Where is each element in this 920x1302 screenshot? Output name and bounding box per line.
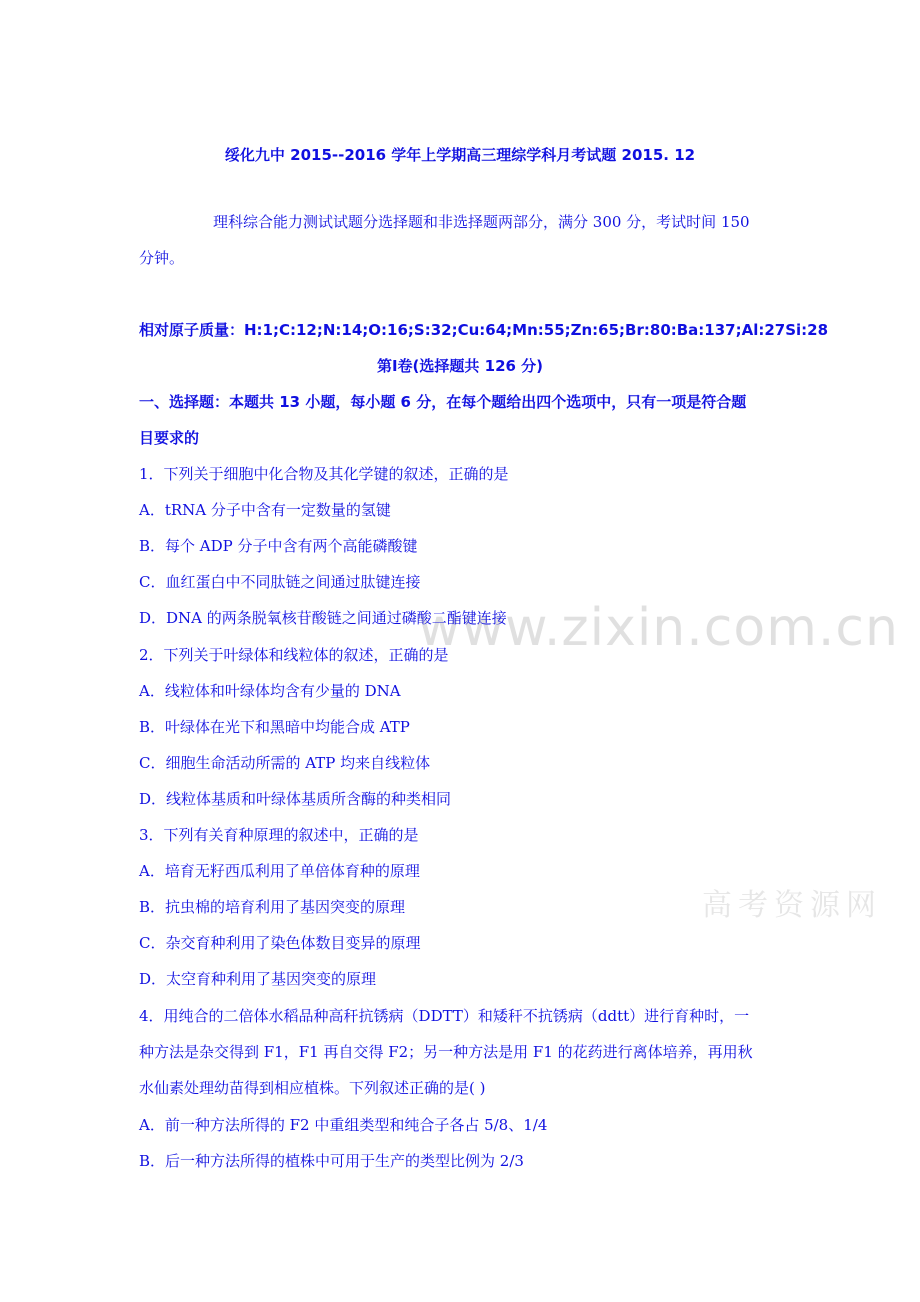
- intro-line-2: 分钟。: [139, 249, 185, 267]
- question-4-option-b: B．后一种方法所得的植株中可用于生产的类型比例为 2/3: [139, 1152, 524, 1170]
- intro-line-1: 理科综合能力测试试题分选择题和非选择题两部分，满分 300 分，考试时间 150: [213, 213, 750, 231]
- question-3-option-c: C．杂交育种利用了染色体数目变异的原理: [139, 934, 421, 952]
- exam-title: 绥化九中 2015--2016 学年上学期高三理综学科月考试题 2015. 12: [224, 146, 696, 164]
- question-3-option-d: D．太空育种利用了基因突变的原理: [139, 970, 377, 988]
- question-4-stem-line-2: 种方法是杂交得到 F1，F1 再自交得 F2；另一种方法是用 F1 的花药进行离体培养，再用秋: [139, 1043, 753, 1061]
- section-heading-line-2: 目要求的: [139, 429, 200, 447]
- question-3-option-b: B．抗虫棉的培育利用了基因突变的原理: [139, 898, 406, 916]
- atomic-mass-line: 相对原子质量：H:1;C:12;N:14;O:16;S:32;Cu:64;Mn:55;Zn:65;Br:80:Ba:137;Al:27Si:28: [139, 321, 829, 339]
- question-1-option-b: B．每个 ADP 分子中含有两个高能磷酸键: [139, 537, 418, 555]
- question-3-option-a: A．培育无籽西瓜利用了单倍体育种的原理: [139, 862, 420, 880]
- question-1-option-a: A．tRNA 分子中含有一定数量的氢键: [139, 501, 391, 519]
- question-1-option-d: D．DNA 的两条脱氧核苷酸链之间通过磷酸二酯键连接: [139, 609, 507, 627]
- question-2-option-b: B．叶绿体在光下和黑暗中均能合成 ATP: [139, 718, 410, 736]
- question-1-stem: 1．下列关于细胞中化合物及其化学键的叙述，正确的是: [139, 465, 509, 483]
- question-1-option-c: C．血红蛋白中不同肽链之间通过肽键连接: [139, 573, 421, 591]
- question-4-option-a: A．前一种方法所得的 F2 中重组类型和纯合子各占 5/8、1/4: [139, 1116, 548, 1134]
- volume-title: 第Ⅰ卷(选择题共 126 分): [376, 357, 544, 375]
- question-2-option-a: A．线粒体和叶绿体均含有少量的 DNA: [139, 682, 401, 700]
- question-4-stem-line-3: 水仙素处理幼苗得到相应植株。下列叙述正确的是( ): [139, 1079, 486, 1097]
- question-2-stem: 2．下列关于叶绿体和线粒体的叙述，正确的是: [139, 646, 449, 664]
- question-4-stem-line-1: 4．用纯合的二倍体水稻品种高秆抗锈病（DDTT）和矮秆不抗锈病（ddtt）进行育种时，一: [139, 1007, 750, 1025]
- question-3-stem: 3．下列有关育种原理的叙述中，正确的是: [139, 826, 419, 844]
- watermark: www.zixin.com.cn: [418, 598, 899, 658]
- question-2-option-d: D．线粒体基质和叶绿体基质所含酶的种类相同: [139, 790, 452, 808]
- question-2-option-c: C．细胞生命活动所需的 ATP 均来自线粒体: [139, 754, 431, 772]
- watermark-secondary: 高考资源网: [702, 888, 882, 923]
- section-heading-line-1: 一、选择题：本题共 13 小题，每小题 6 分，在每个题给出四个选项中，只有一项是符合题: [139, 393, 747, 411]
